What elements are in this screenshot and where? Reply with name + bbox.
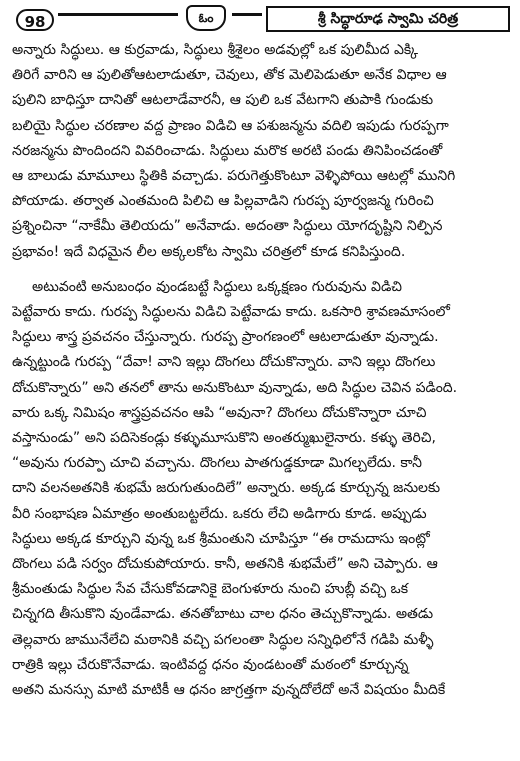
paragraph — [12, 38, 512, 265]
text-line: బలియై సిద్ధుల చరణాల వద్ద ప్రాణం విడిచి ఆ పశుజన్మను వదిలి ఇపుడు గురప్పగా — [12, 117, 449, 134]
header-rule-right — [232, 13, 262, 16]
text-line: దోచుకొన్నారు” అని తనలో తాను అనుకొంటూ వున్నాడు, అది సిద్ధుల చెవిన పడింది. — [12, 379, 458, 396]
text-line: పోయాడు. తర్వాత ఎంతమంది పిలిచి ఆ పిల్లవాడిని గురప్ప పూర్వజన్మ గురించి — [12, 193, 434, 210]
text-line: అతని మనస్సు మాటి మాటికీ ఆ ధనం జాగ్రత్తగా వున్నదోలేదో అనే విషయం మీదికే — [12, 682, 446, 699]
text-line: నరజన్మను పొందిందని వివరించాడు. సిద్ధులు మరొక అరటి పండు తినిపించడంతో — [12, 142, 443, 159]
paragraph-gap — [12, 265, 512, 275]
text-line: సిద్ధులు శాస్త్ర ప్రవచనం చేస్తున్నారు. గురప్ప ప్రాంగణంలో ఆటలాడుతూ వున్నాడు. — [12, 329, 439, 346]
page-header — [8, 5, 512, 35]
text-line: పెట్టేవారు కాదు. గురప్ప సిద్ధులను విడిచి పెట్టేవాడు కాదు. ఒకసారి శ్రావణమాసంలో — [12, 304, 450, 321]
text-line: ప్రభావం! ఇదే విధమైన లీల అక్కలకోట స్వామి చరిత్రలో కూడ కనిపిస్తుంది. — [12, 243, 406, 260]
text-line: శ్రీమంతుడు సిద్ధుల సేవ చేసుకోవడానికై బెంగుళూరు నుంచి హుబ్లీ వచ్చి ఒక — [12, 581, 409, 598]
header-rule — [58, 13, 178, 16]
text-line: ఉన్నట్టుండి గురప్ప “దేవా! వాని ఇల్లు దొంగలు దోచుకొన్నారు. వాని ఇల్లు దొంగలు — [12, 354, 436, 371]
body-text — [12, 38, 512, 703]
text-line: అటువంటి అనుబంధం వుండబట్టే సిద్ధులు ఒక్కక్షణం గురువును విడిచి — [32, 278, 403, 295]
text-line: చిన్నగది తీసుకొని వుండేవాడు. తనతోబాటు చాల ధనం తెచ్చుకొన్నాడు. అతడు — [12, 606, 434, 623]
text-line: వస్తానుండు” అని పదిసెకండ్లు కళ్ళుమూసుకొని అంతర్ముఖులైనారు. కళ్ళు తెరిచి, — [12, 430, 436, 447]
text-line: “అవును గురప్పా చూచి వచ్చాను. దొంగలు పాతగుడ్డకూడా మిగల్చలేదు. కానీ — [12, 455, 422, 472]
text-line: పులిని బాధిస్తూ దానితో ఆటలాడేవారనీ, ఆ పులి ఒక వేటగాని తుపాకి గుండుకు — [12, 92, 434, 109]
page-number: 98 — [16, 9, 54, 31]
text-line: ఆ బాలుడు మామూలు స్థితికి వచ్చాడు. పరుగెత్తుకొంటూ వెళ్ళిపోయి ఆటల్లో మునిగి — [12, 168, 456, 185]
text-line: వీరి సంభాషణ ఏమాత్రం అంతుబట్టలేదు. ఒకరు లేచి అడిగారు కూడ. అప్పుడు — [12, 505, 427, 522]
om-logo-icon: ఓం — [186, 5, 226, 31]
text-line: వారు ఒక్క నిమిషం శాస్త్రప్రవచనం ఆపి “అవునా? దొంగలు దోచుకొన్నారా చూచి — [12, 404, 427, 421]
book-title: శ్రీ సిద్ధారూఢ స్వామి చరిత్ర — [266, 6, 510, 32]
text-line: సిద్ధులు అక్కడ కూర్చుని వున్న ఒక శ్రీమంతుని చూపిస్తూ “ఈ రామదాసు ఇంట్లో — [12, 530, 430, 547]
text-line: దొంగలు పడి సర్వం దోచుకుపోయారు. కానీ, అతనికి శుభమేలే” అని చెప్పారు. ఆ — [12, 556, 438, 573]
paragraph — [12, 275, 512, 703]
text-line: ప్రశ్నించినా “నాకేమీ తెలియదు” అనేవాడు. అదంతా సిద్ధులు యోగదృష్టిని నిల్పిన — [12, 218, 443, 235]
text-line: రాత్రికి ఇల్లు చేరుకొనేవాడు. ఇంటివద్ద ధనం వుండటంతో మఠంలో కూర్చున్న — [12, 656, 409, 673]
text-line: తెల్లవారు జామునేలేచి మఠానికి వచ్చి పగలంతా సిద్ధుల సన్నిధిలోనే గడిపి మళ్ళీ — [12, 631, 434, 648]
text-line: తిరిగే వారిని ఆ పులితోఆటలాడుతూ, చెవులు, తోక మెలిపెడుతూ అనేక విధాల ఆ — [12, 67, 447, 84]
text-line: అన్నారు సిద్ధులు. ఆ కుర్రవాడు, సిద్ధులు శ్రీశైలం అడవుల్లో ఒక పులిమీద ఎక్కి — [12, 42, 418, 58]
text-line: దాని వలనఅతనికి శుభమే జరుగుతుందిలే” అన్నారు. అక్కడ కూర్చున్న జనులకు — [12, 480, 441, 497]
